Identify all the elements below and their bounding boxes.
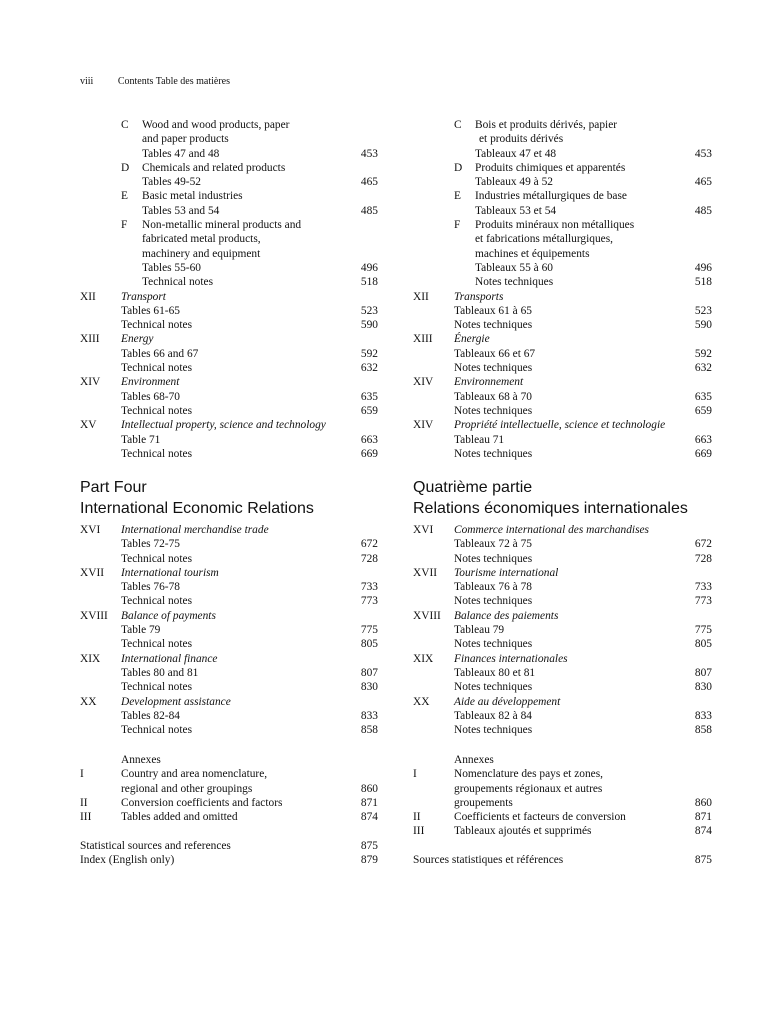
toc-entry [80, 767, 378, 781]
toc-entry [80, 418, 378, 432]
part-title-line2: Relations économiques internationales [413, 500, 688, 517]
toc-entry [80, 552, 378, 566]
toc-entry-number: XIX [80, 652, 101, 665]
toc-entry-text: Transports [454, 290, 504, 303]
toc-entry [80, 447, 378, 461]
toc-entry [80, 218, 378, 232]
toc-entry [80, 566, 378, 580]
toc-entry [80, 132, 378, 146]
toc-entry [413, 147, 712, 161]
toc-entry-text: Industries métallurgiques de base [475, 190, 627, 203]
toc-entry [413, 275, 712, 289]
toc-block [413, 118, 712, 461]
toc-entry [80, 175, 378, 189]
toc-entry-text: Chemicals and related products [142, 161, 286, 174]
toc-entry-number: XX [413, 695, 430, 708]
toc-entry-text: Technical notes [142, 276, 213, 289]
toc-entry-text: International finance [121, 652, 218, 665]
toc-entry-text: Coefficients et facteurs de conversion [454, 811, 626, 824]
running-title: Contents Table des matières [117, 76, 230, 87]
toc-entry-text: Table 79 [121, 624, 161, 637]
part-title-line2: International Economic Relations [80, 500, 314, 517]
toc-entry-text: Environnement [454, 376, 524, 389]
toc-entry [413, 666, 712, 680]
toc-entry-page: 773 [360, 595, 378, 608]
toc-entry-text: Notes techniques [454, 362, 533, 375]
toc-entry-page: 465 [694, 176, 712, 189]
toc-entry [413, 189, 712, 203]
toc-entry [413, 218, 712, 232]
toc-entry [80, 580, 378, 594]
toc-entry-page: 773 [694, 595, 712, 608]
toc-entry-page: 805 [694, 638, 712, 651]
toc-entry [413, 347, 712, 361]
toc-entry [413, 594, 712, 608]
toc-entry-text: machinery and equipment [142, 247, 261, 260]
toc-entry [413, 566, 712, 580]
toc-entry-number: XII [413, 290, 429, 303]
toc-entry-number: XIV [413, 376, 434, 389]
toc-entry [413, 132, 712, 146]
toc-entry-page: 728 [694, 552, 712, 565]
toc-entry-page: 592 [360, 347, 378, 360]
toc-entry [80, 332, 378, 346]
toc-entry [80, 304, 378, 318]
page-number: viii [80, 76, 94, 87]
toc-entry [80, 118, 378, 132]
toc-entry [80, 404, 378, 418]
toc-entry [80, 189, 378, 203]
toc-entry-page: 830 [360, 681, 378, 694]
toc-entry-text: and paper products [142, 133, 229, 146]
toc-entry-text: Tableaux 68 à 70 [454, 390, 532, 403]
toc-entry [80, 695, 378, 709]
toc-entry-text: Technical notes [121, 595, 192, 608]
toc-entry [80, 709, 378, 723]
toc-entry [413, 652, 712, 666]
toc-entry [80, 537, 378, 551]
toc-entry-letter: C [121, 119, 129, 131]
toc-entry-page: 874 [694, 825, 712, 838]
toc-entry-text: Produits chimiques et apparentés [475, 161, 626, 174]
toc-entry-letter: F [121, 219, 128, 232]
toc-entry-page: 858 [694, 724, 712, 737]
toc-entry-text: Index (English only) [80, 854, 175, 867]
toc-entry [413, 810, 712, 824]
toc-entry [413, 723, 712, 737]
toc-entry [413, 552, 712, 566]
toc-entry-page: 875 [360, 839, 378, 852]
toc-entry-text: Tables 61-65 [121, 304, 180, 317]
toc-entry-letter: D [454, 161, 463, 174]
toc-entry-page: 879 [360, 854, 378, 867]
toc-entry [413, 247, 712, 261]
toc-entry-text: et fabrications métallurgiques, [475, 233, 614, 246]
toc-entry-page: 590 [360, 319, 378, 332]
toc-entry-text: Produits minéraux non métalliques [475, 219, 635, 232]
toc-entry-page: 805 [360, 638, 378, 651]
toc-entry [80, 147, 378, 161]
toc-entry-text: Table 71 [121, 433, 161, 446]
toc-entry-page: 485 [360, 204, 378, 217]
toc-entry-text: Technical notes [121, 362, 192, 375]
toc-entry [80, 318, 378, 332]
toc-entry-page: 871 [694, 811, 712, 824]
toc-entry-page: 733 [360, 581, 378, 594]
toc-entry-page: 659 [694, 404, 712, 417]
toc-entry-page: 733 [694, 581, 712, 594]
toc-entry-text: Tableaux 76 à 78 [454, 581, 532, 594]
toc-entry-page: 807 [694, 666, 712, 679]
toc-entry [413, 853, 712, 867]
toc-entry-number: XIX [413, 652, 434, 665]
toc-entry-text: Tableaux 72 à 75 [454, 538, 532, 551]
toc-entry [413, 824, 712, 838]
toc-entry [413, 523, 712, 537]
toc-entry [413, 782, 712, 796]
toc-entry-text: Technical notes [121, 552, 192, 565]
toc-entry [413, 839, 712, 853]
toc-entry-text: Commerce international des marchandises [454, 524, 649, 536]
toc-entry [413, 390, 712, 404]
toc-entry-page: 672 [360, 538, 378, 551]
toc-entry [413, 695, 712, 709]
toc-entry-number: III [413, 825, 425, 838]
part-title-line1: Quatrième partie [413, 479, 533, 496]
toc-entry-text: Notes techniques [454, 595, 533, 608]
toc-entry-page: 663 [360, 433, 378, 446]
toc-entry-text: Tables 80 and 81 [121, 666, 199, 679]
toc-entry-text: Tables 68-70 [121, 390, 180, 403]
toc-entry-page: 860 [360, 782, 378, 795]
toc-entry-text: Nomenclature des pays et zones, [454, 768, 603, 781]
toc-entry [413, 404, 712, 418]
toc-entry-number: III [80, 811, 92, 824]
toc-entry-text: Énergie [454, 333, 490, 346]
toc-entry-page: 632 [694, 362, 712, 375]
toc-entry [413, 161, 712, 175]
toc-entry-text: Notes techniques [454, 404, 533, 417]
toc-entry [80, 523, 378, 537]
toc-entry-letter: E [454, 190, 461, 203]
toc-entry-number: XIII [413, 333, 433, 346]
toc-entry-text: Tables 72-75 [121, 538, 180, 551]
toc-entry-text: Tables 49-52 [142, 176, 201, 189]
toc-entry-text: fabricated metal products, [142, 233, 261, 246]
toc-entry [80, 623, 378, 637]
toc-entry-text: Tableaux 66 et 67 [454, 347, 536, 360]
toc-entry-page: 875 [694, 854, 712, 867]
toc-entry-page: 592 [694, 347, 712, 360]
toc-entry [80, 433, 378, 447]
toc-entry-number: I [80, 768, 84, 781]
toc-entry-number: XVIII [80, 609, 108, 622]
toc-entry [413, 204, 712, 218]
toc-entry [413, 447, 712, 461]
toc-entry [80, 824, 378, 838]
toc-entry [413, 261, 712, 275]
toc-entry-text: et produits dérivés [479, 133, 564, 146]
toc-entry [413, 232, 712, 246]
toc-entry-number: XVII [413, 566, 438, 579]
toc-entry-text: Tableaux ajoutés et supprimés [454, 825, 592, 838]
toc-entry [80, 290, 378, 304]
toc-entry [80, 753, 378, 767]
toc-entry [80, 204, 378, 218]
toc-entry-text: Balance of payments [121, 609, 216, 622]
toc-entry-page: 659 [360, 404, 378, 417]
toc-entry-page: 635 [360, 390, 378, 403]
toc-entry-text: Technical notes [121, 447, 192, 460]
toc-entry-page: 830 [694, 681, 712, 694]
toc-entry [80, 782, 378, 796]
toc-entry [80, 652, 378, 666]
toc-entry-number: XII [80, 290, 96, 303]
toc-entry [80, 680, 378, 694]
toc-entry-letter: F [454, 219, 461, 232]
toc-entry [80, 232, 378, 246]
toc-entry [80, 390, 378, 404]
toc-entry-number: XVI [80, 524, 101, 536]
toc-entry-text: Propriété intellectuelle, science et technologie [454, 419, 666, 432]
toc-entry [413, 680, 712, 694]
toc-entry-text: Tables 53 and 54 [142, 204, 220, 217]
toc-entry-text: Transport [121, 290, 166, 303]
toc-entry-text: Development assistance [121, 695, 231, 708]
toc-entry-page: 874 [360, 811, 378, 824]
toc-entry [80, 666, 378, 680]
toc-entry-text: Bois et produits dérivés, papier [475, 119, 618, 131]
toc-entry-text: Statistical sources and references [80, 839, 231, 852]
toc-entry [413, 767, 712, 781]
toc-entry-text: groupements régionaux et autres [454, 782, 603, 795]
toc-entry-text: Tableaux 61 à 65 [454, 304, 532, 317]
toc-entry-text: Tables 76-78 [121, 581, 180, 594]
toc-entry-page: 860 [694, 796, 712, 809]
toc-entry [80, 361, 378, 375]
toc-entry-text: Sources statistiques et références [413, 854, 564, 867]
toc-block [413, 523, 712, 737]
toc-entry-text: Tableaux 82 à 84 [454, 709, 532, 722]
toc-entry-number: XVI [413, 524, 434, 536]
toc-entry-page: 833 [360, 709, 378, 722]
toc-entry-number: II [80, 796, 88, 809]
toc-entry [413, 796, 712, 810]
toc-entry [80, 723, 378, 737]
toc-entry-text: Technical notes [121, 638, 192, 651]
toc-entry-page: 518 [694, 276, 712, 289]
toc-entry-text: Tables 55-60 [142, 261, 201, 274]
toc-entry-text: Notes techniques [454, 724, 533, 737]
toc-entry [413, 290, 712, 304]
toc-entry-number: XV [80, 419, 97, 432]
toc-entry-text: Tables 82-84 [121, 709, 180, 722]
toc-entry-page: 871 [360, 796, 378, 809]
part-title-line1: Part Four [80, 479, 147, 496]
toc-entry-text: Tables 66 and 67 [121, 347, 199, 360]
toc-entry-text: Wood and wood products, paper [142, 119, 290, 131]
toc-entry-text: Tableaux 53 et 54 [475, 204, 557, 217]
toc-entry-page: 728 [360, 552, 378, 565]
toc-entry-page: 632 [360, 362, 378, 375]
toc-entry [413, 304, 712, 318]
toc-entry-number: XVII [80, 566, 105, 579]
toc-entry-text: Notes techniques [454, 638, 533, 651]
toc-entry-text: Balance des paiements [454, 609, 559, 622]
toc-entry [413, 753, 712, 767]
toc-entry [413, 580, 712, 594]
toc-entry-page: 518 [360, 276, 378, 289]
toc-entry-text: Tableaux 80 et 81 [454, 666, 536, 679]
toc-entry-page: 453 [360, 147, 378, 160]
toc-entry-text: Technical notes [121, 681, 192, 694]
toc-entry-text: International merchandise trade [121, 524, 269, 536]
toc-entry [80, 275, 378, 289]
toc-entry-page: 775 [360, 624, 378, 637]
toc-entry-text: Tableau 71 [454, 433, 505, 446]
toc-entry-number: XIV [413, 419, 434, 432]
toc-entry-text: Aide au développement [454, 695, 561, 708]
toc-entry-text: Technical notes [121, 404, 192, 417]
toc-entry-text: Tourisme international [454, 566, 559, 579]
toc-entry [413, 623, 712, 637]
toc-entry [80, 161, 378, 175]
toc-block [413, 753, 712, 867]
toc-entry-page: 496 [360, 261, 378, 274]
toc-entry-text: Country and area nomenclature, [121, 768, 268, 781]
toc-entry-letter: C [454, 119, 462, 131]
toc-entry-text: machines et équipements [475, 247, 590, 260]
toc-entry-page: 590 [694, 319, 712, 332]
toc-entry-text: Technical notes [121, 724, 192, 737]
toc-entry-text: Energy [121, 333, 154, 346]
toc-entry [413, 175, 712, 189]
toc-entry-text: Notes techniques [454, 681, 533, 694]
toc-entry-number: XIV [80, 376, 101, 389]
toc-entry [413, 709, 712, 723]
toc-entry-text: Intellectual property, science and technology [121, 419, 326, 432]
toc-entry-page: 635 [694, 390, 712, 403]
toc-entry [80, 609, 378, 623]
running-header [80, 76, 230, 87]
toc-entry [80, 261, 378, 275]
toc-entry-text: Annexes [454, 754, 494, 766]
toc-entry [413, 418, 712, 432]
toc-entry-text: Annexes [121, 754, 161, 766]
toc-entry [80, 796, 378, 810]
toc-entry-letter: E [121, 190, 128, 203]
toc-entry [413, 332, 712, 346]
toc-entry-page: 465 [360, 176, 378, 189]
toc-entry [80, 347, 378, 361]
toc-entry [80, 810, 378, 824]
toc-entry-page: 669 [694, 447, 712, 460]
toc-entry-number: XX [80, 695, 97, 708]
toc-entry [413, 537, 712, 551]
toc-entry-text: Non-metallic mineral products and [142, 219, 302, 232]
toc-entry-text: International tourism [121, 566, 219, 579]
toc-entry-text: Notes techniques [454, 552, 533, 565]
toc-entry-text: Notes techniques [454, 447, 533, 460]
toc-entry-page: 523 [360, 304, 378, 317]
toc-entry-text: Finances internationales [454, 652, 568, 665]
toc-entry [80, 853, 378, 867]
toc-entry-text: Technical notes [121, 319, 192, 332]
toc-entry-text: Tables added and omitted [121, 811, 238, 824]
toc-entry [80, 247, 378, 261]
toc-entry-number: XIII [80, 333, 100, 346]
toc-entry-text: Notes techniques [454, 319, 533, 332]
toc-entry-number: II [413, 811, 421, 824]
toc-entry-letter: D [121, 161, 130, 174]
toc-entry [413, 361, 712, 375]
toc-entry-page: 523 [694, 304, 712, 317]
toc-entry [80, 839, 378, 853]
toc-entry-page: 775 [694, 624, 712, 637]
toc-entry-text: Basic metal industries [142, 190, 243, 203]
toc-entry [413, 637, 712, 651]
toc-entry-page: 669 [360, 447, 378, 460]
toc-entry-text: Tableaux 55 à 60 [475, 261, 553, 274]
toc-entry-text: regional and other groupings [121, 782, 253, 795]
toc-entry-text: Notes techniques [475, 276, 554, 289]
toc-entry [413, 318, 712, 332]
toc-entry-page: 858 [360, 724, 378, 737]
toc-block [80, 523, 378, 737]
toc-entry-text: Conversion coefficients and factors [121, 796, 283, 809]
toc-entry [80, 375, 378, 389]
toc-entry-page: 807 [360, 666, 378, 679]
toc-entry-text: Tables 47 and 48 [142, 147, 220, 160]
toc-block [80, 118, 378, 461]
toc-entry-page: 485 [694, 204, 712, 217]
toc-entry-text: Environment [121, 376, 180, 389]
toc-entry [413, 118, 712, 132]
toc-entry [413, 609, 712, 623]
toc-entry-page: 672 [694, 538, 712, 551]
toc-entry [413, 433, 712, 447]
toc-entry-text: groupements [454, 796, 513, 809]
toc-entry-page: 496 [694, 261, 712, 274]
toc-entry-text: Tableaux 49 à 52 [475, 176, 553, 189]
toc-entry-page: 833 [694, 709, 712, 722]
toc-entry-number: I [413, 768, 417, 781]
toc-entry-page: 663 [694, 433, 712, 446]
toc-entry [413, 375, 712, 389]
toc-entry [80, 594, 378, 608]
toc-entry [80, 637, 378, 651]
toc-entry-page: 453 [694, 147, 712, 160]
toc-entry-number: XVIII [413, 609, 441, 622]
toc-entry-text: Tableaux 47 et 48 [475, 147, 557, 160]
toc-block [80, 753, 378, 867]
toc-entry-text: Tableau 79 [454, 624, 505, 637]
